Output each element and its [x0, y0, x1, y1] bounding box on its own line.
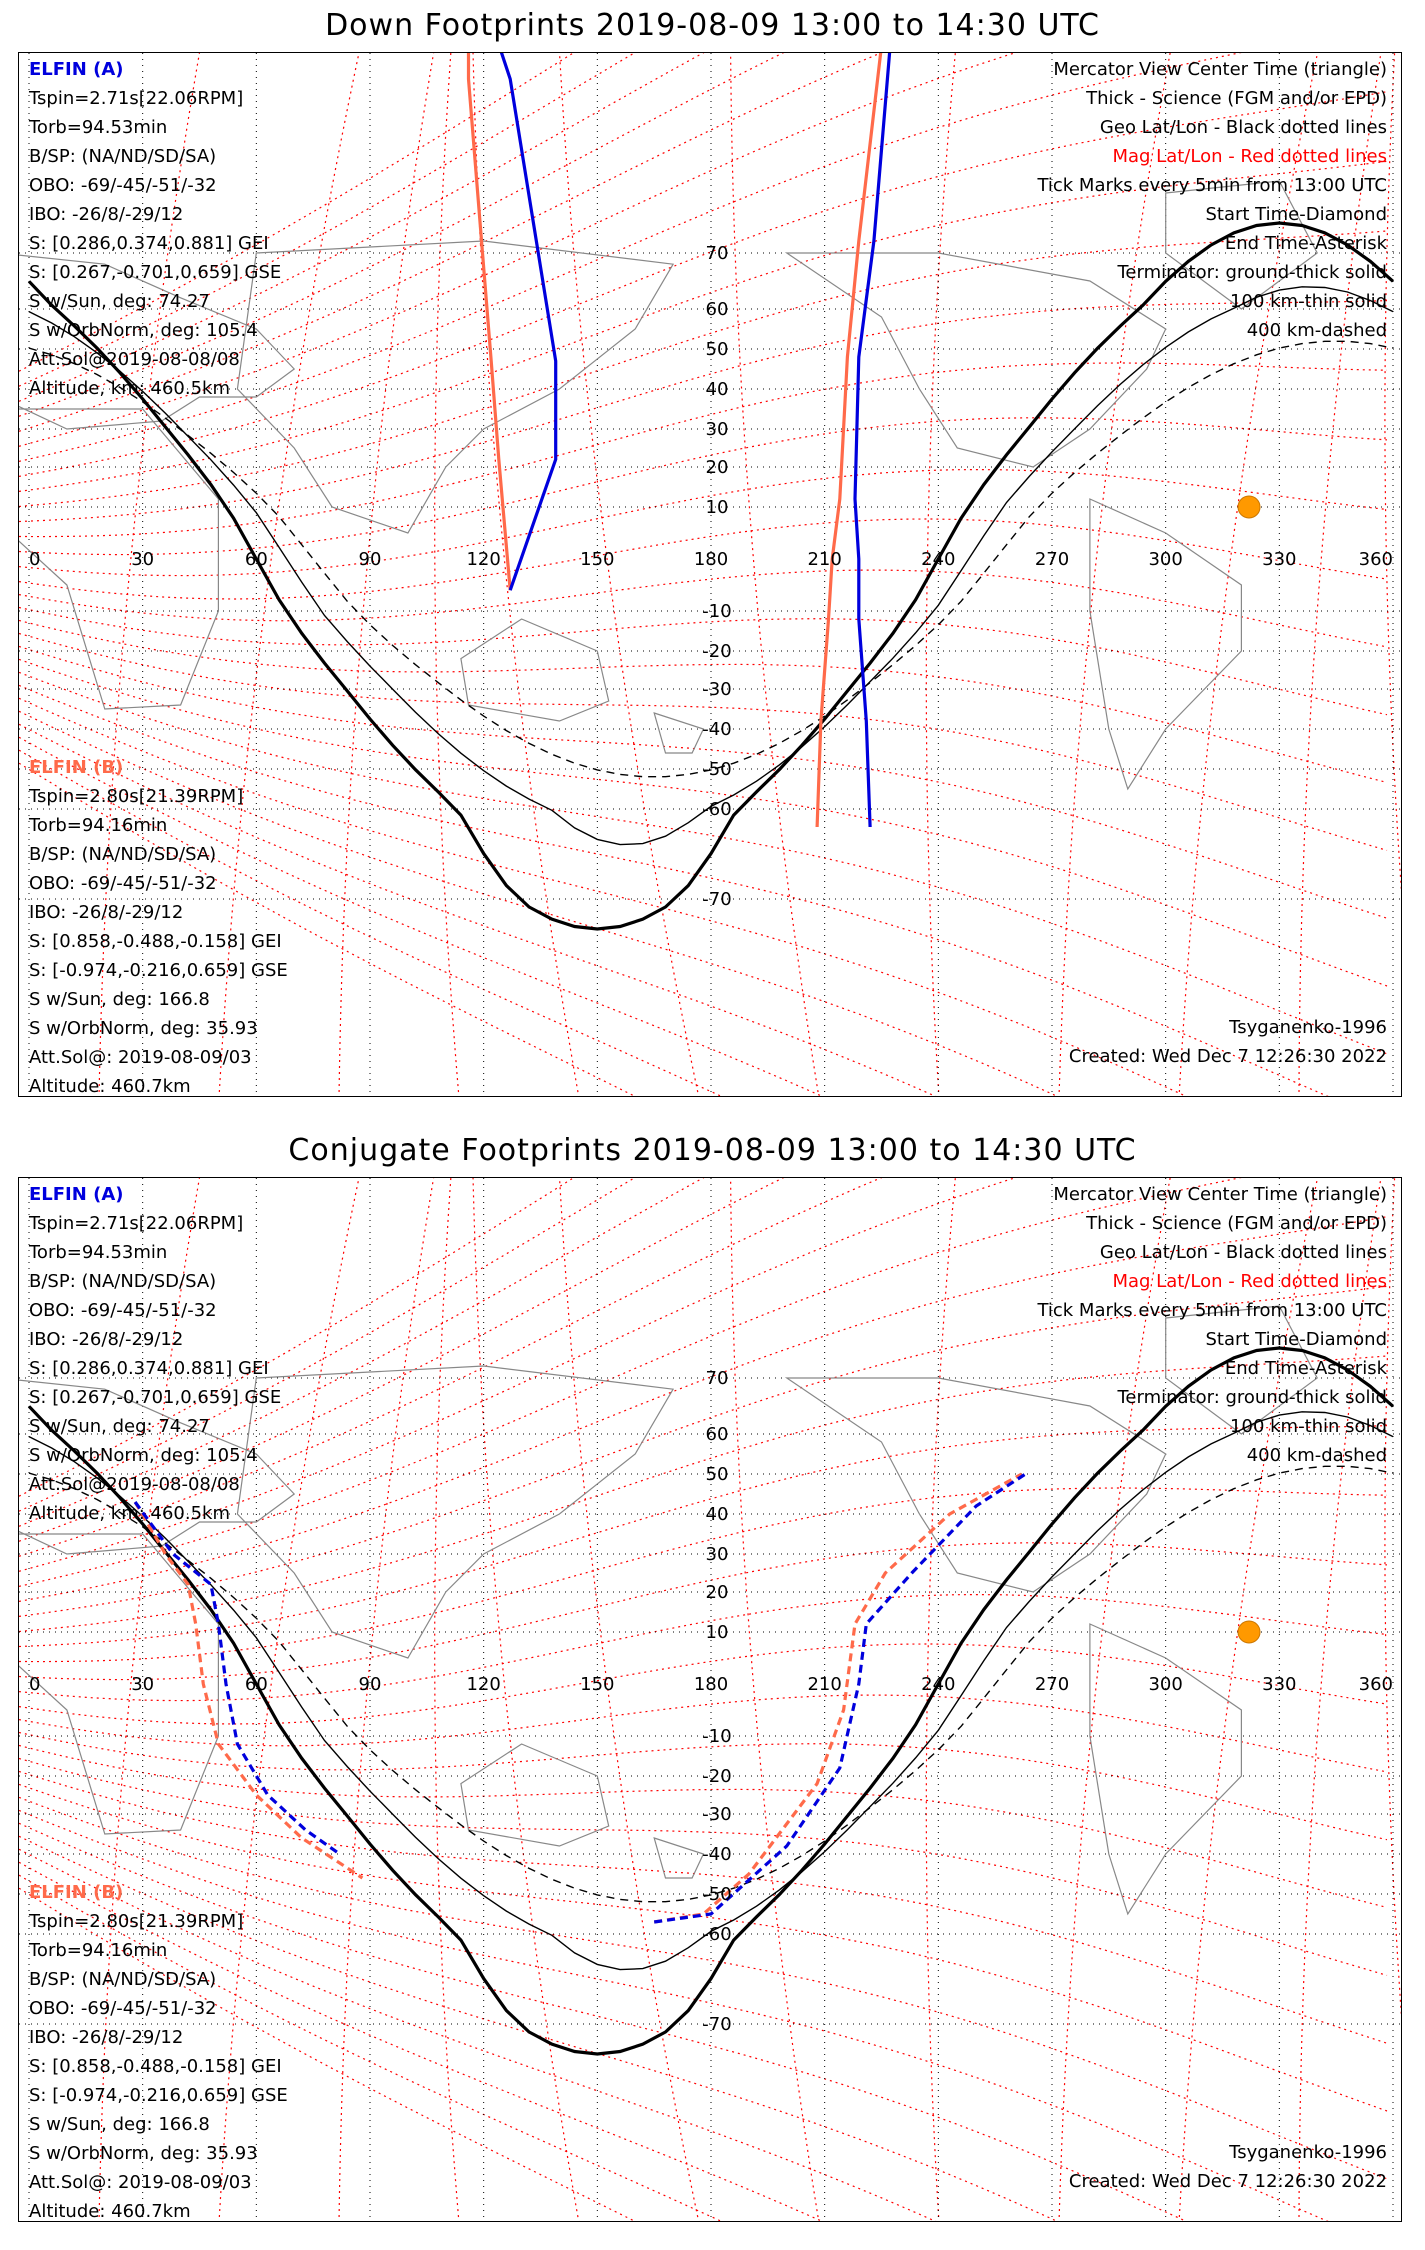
- lat-tick-label: 40: [705, 379, 729, 400]
- info-line: OBO: -69/-45/-51/-32: [29, 175, 217, 196]
- mag-longitude-line: [339, 53, 434, 1097]
- elfin-b-label: ELFIN (B): [29, 1882, 124, 1903]
- lon-tick-label: 240: [921, 549, 956, 570]
- lon-tick-label: 300: [1148, 549, 1183, 570]
- lat-tick-label: 60: [705, 1424, 729, 1445]
- lon-tick-label: 360: [1358, 1674, 1393, 1695]
- info-line: 400 km-dashed: [1246, 1445, 1387, 1466]
- mag-longitude-line: [731, 1178, 819, 2222]
- info-line: S w/Sun, deg: 166.8: [29, 989, 210, 1010]
- lat-tick-label: 20: [705, 457, 729, 478]
- info-line: Altitude: 460.7km: [29, 2201, 191, 2222]
- info-line: S: [0.286,0.374,0.881] GEI: [29, 1358, 269, 1379]
- info-line: B/SP: (NA/ND/SD/SA): [29, 844, 217, 865]
- info-line: B/SP: (NA/ND/SD/SA): [29, 1271, 217, 1292]
- info-line: OBO: -69/-45/-51/-32: [29, 1300, 217, 1321]
- landmass: [237, 1366, 673, 1658]
- lat-tick-label: 30: [705, 419, 729, 440]
- info-line: Tspin=2.80s[21.39RPM]: [29, 786, 244, 807]
- info-line: Torb=94.53min: [29, 117, 168, 138]
- info-line: Tick Marks every 5min from 13:00 UTC: [1037, 1300, 1387, 1321]
- lat-tick-label: 30: [705, 1544, 729, 1565]
- lat-tick-label: -60: [702, 799, 732, 820]
- elfin-b-info: [29, 753, 288, 1097]
- lon-tick-label: 30: [131, 1674, 155, 1695]
- lat-tick-label: -70: [702, 2014, 732, 2035]
- lat-tick-label: -40: [702, 719, 732, 740]
- info-line: Att.Sol@: 2019-08-09/03: [29, 2172, 252, 2193]
- info-line: IBO: -26/8/-29/12: [29, 204, 184, 225]
- info-line: Altitude: 460.7km: [29, 1076, 191, 1097]
- info-line: S w/Sun, deg: 74.27: [29, 1416, 210, 1437]
- lat-tick-label: -10: [702, 1726, 732, 1747]
- elfin-a-track: [469, 53, 556, 590]
- info-line: 100 km-thin solid: [1230, 1416, 1387, 1437]
- info-line: S: [0.267,-0.701,0.659] GSE: [29, 1387, 282, 1408]
- legend: [1037, 55, 1387, 345]
- info-line: Mercator View Center Time (triangle): [1053, 1184, 1387, 1205]
- info-line: Mag Lat/Lon - Red dotted lines: [1112, 1271, 1387, 1292]
- info-line: B/SP: (NA/ND/SD/SA): [29, 146, 217, 167]
- lon-tick-label: 150: [580, 549, 615, 570]
- info-line: S: [0.286,0.374,0.881] GEI: [29, 233, 269, 254]
- lat-tick-label: -20: [702, 1766, 732, 1787]
- info-line: Geo Lat/Lon - Black dotted lines: [1099, 1242, 1387, 1263]
- info-line: Terminator: ground-thick solid: [1117, 1387, 1387, 1408]
- info-line: 100 km-thin solid: [1230, 291, 1387, 312]
- info-line: OBO: -69/-45/-51/-32: [29, 873, 217, 894]
- lat-tick-label: -20: [702, 641, 732, 662]
- info-line: Geo Lat/Lon - Black dotted lines: [1099, 117, 1387, 138]
- created-label: Created: Wed Dec 7 12:26:30 2022: [1068, 1046, 1387, 1067]
- lat-tick-label: 60: [705, 299, 729, 320]
- lon-tick-label: 330: [1262, 549, 1297, 570]
- info-line: Att.Sol@2019-08-08/08: [29, 349, 240, 370]
- map-frame: [18, 1177, 1402, 2222]
- info-line: End Time-Asterisk: [1224, 233, 1387, 254]
- info-line: S w/OrbNorm, deg: 105.4: [29, 1445, 258, 1466]
- legend: [1037, 1180, 1387, 1470]
- lat-tick-label: 10: [705, 1622, 729, 1643]
- mag-latitude-line: [19, 418, 1387, 555]
- lat-tick-label: 50: [705, 1464, 729, 1485]
- info-line: S w/OrbNorm, deg: 35.93: [29, 2143, 258, 2164]
- info-line: S: [0.858,-0.488,-0.158] GEI: [29, 931, 282, 952]
- sun-icon: [1238, 1621, 1260, 1643]
- info-line: Torb=94.16min: [29, 1940, 168, 1961]
- panel-title: Down Footprints 2019-08-09 13:00 to 14:30 UTC: [325, 8, 1100, 43]
- mag-longitude-line: [560, 53, 699, 1097]
- info-line: Thick - Science (FGM and/or EPD): [1086, 88, 1387, 109]
- elfin-a-label: ELFIN (A): [29, 1184, 124, 1205]
- sun-icon: [1238, 496, 1260, 518]
- info-line: Tspin=2.80s[21.39RPM]: [29, 1911, 244, 1932]
- elfin-b-info: [29, 1878, 288, 2222]
- lon-tick-label: 0: [29, 1674, 41, 1695]
- info-line: S w/Sun, deg: 74.27: [29, 291, 210, 312]
- info-line: S: [0.267,-0.701,0.659] GSE: [29, 262, 282, 283]
- lat-tick-label: 70: [705, 1368, 729, 1389]
- info-line: IBO: -26/8/-29/12: [29, 1329, 184, 1350]
- mag-longitude-line: [435, 1178, 459, 2222]
- lat-tick-label: -60: [702, 1924, 732, 1945]
- lon-tick-label: 180: [693, 1674, 729, 1695]
- mag-longitude-line: [560, 1178, 699, 2222]
- lon-tick-label: 210: [807, 549, 842, 570]
- mag-longitude-line: [731, 53, 819, 1097]
- lat-tick-label: -50: [702, 1884, 732, 1905]
- landmass: [1090, 499, 1242, 789]
- conjugate-footprints-panel: [0, 1125, 1425, 2250]
- info-line: OBO: -69/-45/-51/-32: [29, 1998, 217, 2019]
- landmass: [654, 713, 703, 753]
- lon-tick-label: 180: [693, 549, 729, 570]
- lon-tick-label: 330: [1262, 1674, 1297, 1695]
- lon-tick-label: 120: [466, 549, 501, 570]
- lon-tick-label: 300: [1148, 1674, 1183, 1695]
- elfin-a-info: [29, 55, 281, 403]
- lon-tick-label: 0: [29, 549, 41, 570]
- elfin-b-track: [469, 53, 511, 590]
- lat-tick-label: -30: [702, 679, 732, 700]
- info-line: Torb=94.53min: [29, 1242, 168, 1263]
- info-line: Tspin=2.71s[22.06RPM]: [29, 88, 244, 109]
- info-line: S w/OrbNorm, deg: 35.93: [29, 1018, 258, 1039]
- panel-title: Conjugate Footprints 2019-08-09 13:00 to 14:30 UTC: [288, 1133, 1137, 1168]
- lat-tick-label: -70: [702, 889, 732, 910]
- landmass: [461, 1744, 609, 1846]
- lat-tick-label: 20: [705, 1582, 729, 1603]
- info-line: Terminator: ground-thick solid: [1117, 262, 1387, 283]
- lat-tick-label: -10: [702, 601, 732, 622]
- lon-tick-label: 150: [580, 1674, 615, 1695]
- info-line: Start Time-Diamond: [1205, 204, 1387, 225]
- info-line: IBO: -26/8/-29/12: [29, 2027, 184, 2048]
- info-line: S: [-0.974,-0.216,0.659] GSE: [29, 2085, 288, 2106]
- lon-tick-label: 90: [358, 549, 382, 570]
- mag-longitude-line: [473, 1178, 579, 2222]
- mag-longitude-line: [435, 53, 459, 1097]
- info-line: Att.Sol@: 2019-08-09/03: [29, 1047, 252, 1068]
- info-line: Torb=94.16min: [29, 815, 168, 836]
- info-line: 400 km-dashed: [1246, 320, 1387, 341]
- elfin-a-lines: [29, 84, 281, 403]
- mag-longitude-line: [339, 1178, 434, 2222]
- lat-tick-label: 50: [705, 339, 729, 360]
- info-line: Altitude, km: 460.5km: [29, 378, 231, 399]
- info-line: S: [-0.974,-0.216,0.659] GSE: [29, 960, 288, 981]
- info-line: S w/Sun, deg: 166.8: [29, 2114, 210, 2135]
- elfin-b-label: ELFIN (B): [29, 757, 124, 778]
- lon-tick-label: 210: [807, 1674, 842, 1695]
- info-line: Att.Sol@2019-08-08/08: [29, 1474, 240, 1495]
- info-line: Mag Lat/Lon - Red dotted lines: [1112, 146, 1387, 167]
- elfin-a-info: [29, 1180, 281, 1528]
- info-line: S w/OrbNorm, deg: 105.4: [29, 320, 258, 341]
- elfin-b-track: [817, 53, 885, 827]
- elfin-b-lines: [29, 1907, 288, 2222]
- lat-tick-label: 70: [705, 243, 729, 264]
- lat-tick-label: 40: [705, 1504, 729, 1525]
- lon-tick-label: 60: [244, 1674, 268, 1695]
- info-line: Tspin=2.71s[22.06RPM]: [29, 1213, 244, 1234]
- landmass: [461, 619, 609, 721]
- model-label: Tsyganenko-1996: [1229, 2142, 1387, 2163]
- mag-longitude-line: [473, 53, 579, 1097]
- lon-tick-label: 240: [921, 1674, 956, 1695]
- info-line: B/SP: (NA/ND/SD/SA): [29, 1969, 217, 1990]
- lon-tick-label: 120: [466, 1674, 501, 1695]
- lat-tick-label: -40: [702, 1844, 732, 1865]
- created-label: Created: Wed Dec 7 12:26:30 2022: [1068, 2171, 1387, 2192]
- landmass: [237, 241, 673, 533]
- elfin-b-lines: [29, 782, 288, 1097]
- info-line: Mercator View Center Time (triangle): [1053, 59, 1387, 80]
- info-line: IBO: -26/8/-29/12: [29, 902, 184, 923]
- info-line: End Time-Asterisk: [1224, 1358, 1387, 1379]
- lon-tick-label: 60: [244, 549, 268, 570]
- lon-tick-label: 90: [358, 1674, 382, 1695]
- landmass: [654, 1838, 703, 1878]
- lat-tick-label: 10: [705, 497, 729, 518]
- landmass: [1090, 1624, 1242, 1914]
- map-frame: [18, 52, 1402, 1097]
- lon-tick-label: 30: [131, 549, 155, 570]
- info-line: Altitude, km: 460.5km: [29, 1503, 231, 1524]
- info-line: S: [0.858,-0.488,-0.158] GEI: [29, 2056, 282, 2077]
- footprint-tracks: [135, 1474, 1025, 1922]
- lat-tick-label: -30: [702, 1804, 732, 1825]
- lon-tick-label: 360: [1358, 549, 1393, 570]
- lon-tick-label: 270: [1034, 549, 1070, 570]
- lon-tick-label: 270: [1034, 1674, 1070, 1695]
- info-line: Thick - Science (FGM and/or EPD): [1086, 1213, 1387, 1234]
- elfin-a-track: [855, 53, 893, 827]
- elfin-a-label: ELFIN (A): [29, 59, 124, 80]
- info-line: Start Time-Diamond: [1205, 1329, 1387, 1350]
- info-line: Tick Marks every 5min from 13:00 UTC: [1037, 175, 1387, 196]
- model-label: Tsyganenko-1996: [1229, 1017, 1387, 1038]
- elfin-a-lines: [29, 1209, 281, 1528]
- lat-tick-label: -50: [702, 759, 732, 780]
